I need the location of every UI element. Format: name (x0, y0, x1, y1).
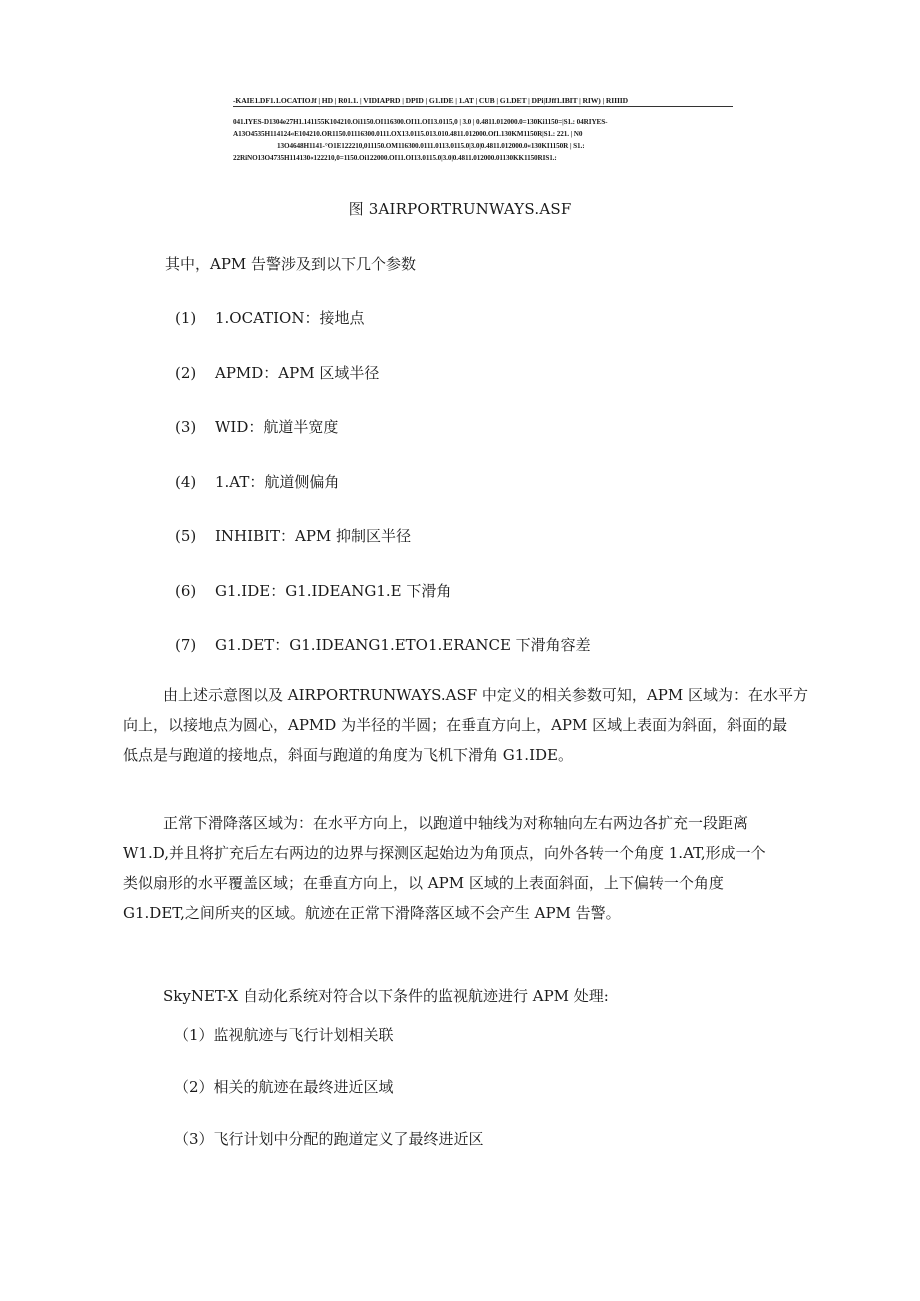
paragraph-line: 正常下滑降落区域为：在水平方向上，以跑道中轴线为对称轴向左右两边各扩充一段距离 (163, 814, 749, 832)
paragraph-line: 由上述示意图以及 AIRPORTRUNWAYS.ASF 中定义的相关参数可知，APM 区域为：在水平方 (163, 686, 808, 704)
paragraph-line: G1.DET,之间所夹的区域。航迹在正常下滑降落区域不会产生 APM 告警。 (123, 904, 621, 922)
param-number: (5) (175, 527, 197, 545)
code-line: 22RiNO13O4735H114130«122210,0=1150.Oi122000.OI11.OI13.0115.0|3.0|0.4811.012000.01130KK1150RIS1.: (233, 154, 557, 162)
param-number: (4) (175, 473, 197, 491)
param-item (175, 307, 364, 328)
param-item (175, 362, 379, 383)
condition-item: （3）飞行计划中分配的跑道定义了最终进近区 (174, 1130, 484, 1148)
param-text: 1.OCATION：接地点 (215, 309, 365, 327)
param-item (175, 580, 451, 601)
param-text: APMD：APM 区域半径 (215, 364, 380, 382)
glide-region-paragraph (123, 808, 798, 928)
paragraph-line: 类似扇形的水平覆盖区域；在垂直方向上，以 APM 区域的上表面斜面，上下偏转一个角度 (123, 874, 724, 892)
param-text: INHIBIT：APM 抑制区半径 (215, 527, 412, 545)
condition-item: （1）监视航迹与飞行计划相关联 (174, 1026, 394, 1044)
param-number: (6) (175, 582, 197, 600)
param-number: (7) (175, 636, 197, 654)
param-text: WID：航道半宽度 (215, 418, 339, 436)
apm-region-paragraph (123, 680, 808, 770)
param-item (175, 471, 339, 492)
param-text: 1.AT：航道侧偏角 (215, 473, 340, 491)
figure-caption: 图 3AIRPORTRUNWAYS.ASF (348, 200, 572, 218)
param-item (175, 634, 591, 655)
param-number: (2) (175, 364, 197, 382)
param-item (175, 525, 411, 546)
code-table-header: -KAIE1.DF1.1.OCATIOJf | HD | R01.1. | VIDIAPRD | DPID | G1.IDE | 1.AT | CUB | G1.DET | DPi|IJff1.IBIT | RIW) | RIIIID (233, 96, 733, 107)
code-line: 13O4648H1141-°O1E122210,011150.OM116300.0111.0113.0115.0|3.0|0.4811.012000.0«130KI1150R | S1.: (277, 142, 585, 150)
param-number: (1) (175, 309, 197, 327)
param-item (175, 416, 338, 437)
paragraph-line: 向上，以接地点为圆心，APMD 为半径的半圆；在垂直方向上，APM 区域上表面为斜面，斜面的最 (123, 716, 788, 734)
code-line: 041.IYES-D1304e27H1.141155K104210.Oi1150.OI116300.OI11.OI13.0115,0 | 3.0 | 0.4811.012000.0=130Ki1150=|S1.: 04RIYES- (233, 118, 608, 126)
intro-text: 其中，APM 告警涉及到以下几个参数 (165, 255, 417, 273)
code-line: A13O4535H114124«E104210.OR1150.01116300.0111.OX13.0115.013.010.4811.012000.Of1.130KM1150R|S1.: 221. | N0 (233, 130, 583, 138)
paragraph-line: 低点是与跑道的接地点，斜面与跑道的角度为飞机下滑角 G1.IDE。 (123, 746, 573, 764)
param-text: G1.DET：G1.IDEANG1.ETO1.ERANCE 下滑角容差 (215, 636, 591, 654)
paragraph-line: W1.D,并且将扩充后左右两边的边界与探测区起始边为角顶点，向外各转一个角度 1.AT,形成一个 (123, 844, 766, 862)
param-number: (3) (175, 418, 197, 436)
condition-item: （2）相关的航迹在最终进近区域 (174, 1078, 394, 1096)
skynet-intro: SkyNET-X 自动化系统对符合以下条件的监视航迹进行 APM 处理: (163, 987, 609, 1005)
param-text: G1.IDE：G1.IDEANG1.E 下滑角 (215, 582, 452, 600)
